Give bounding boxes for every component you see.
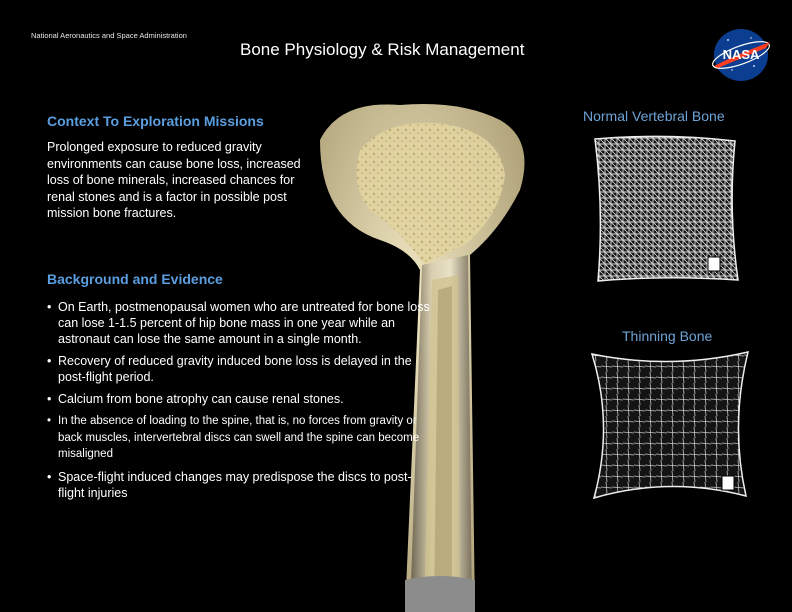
context-paragraph: Prolonged exposure to reduced gravity environments can cause bone loss, increased loss of bone minerals, increased chances for renal stones and is a factor in possible post mission bone fractures.	[47, 140, 301, 220]
context-heading: Context To Exploration Missions	[47, 113, 264, 129]
list-item: • Space-flight induced changes may predispose the discs to post-flight injuries	[47, 469, 432, 501]
nasa-logo	[708, 26, 774, 84]
agency-name: National Aeronautics and Space Administration	[31, 31, 187, 40]
list-item: • Calcium from bone atrophy can cause renal stones.	[47, 391, 432, 407]
normal-vertebral-bone-image	[590, 135, 740, 285]
page-title: Bone Physiology & Risk Management	[240, 40, 525, 59]
list-item: • In the absence of loading to the spine, that is, no forces from gravity or back muscles, intervertebral discs can swell and the spine can become misaligned	[47, 413, 432, 463]
background-heading: Background and Evidence	[47, 271, 223, 287]
thinning-bone-image	[590, 350, 750, 500]
normal-bone-label: Normal Vertebral Bone	[583, 108, 725, 124]
list-item: • Recovery of reduced gravity induced bone loss is delayed in the post-flight period.	[47, 353, 432, 385]
thinning-bone-label: Thinning Bone	[622, 328, 713, 344]
list-item: • On Earth, postmenopausal women who are untreated for bone loss can lose 1-1.5 percent of hip bone mass in one year while an astronaut can lose the same amount in a single month.	[47, 299, 432, 347]
evidence-list	[47, 299, 432, 507]
logo-text: NASA	[722, 47, 760, 62]
